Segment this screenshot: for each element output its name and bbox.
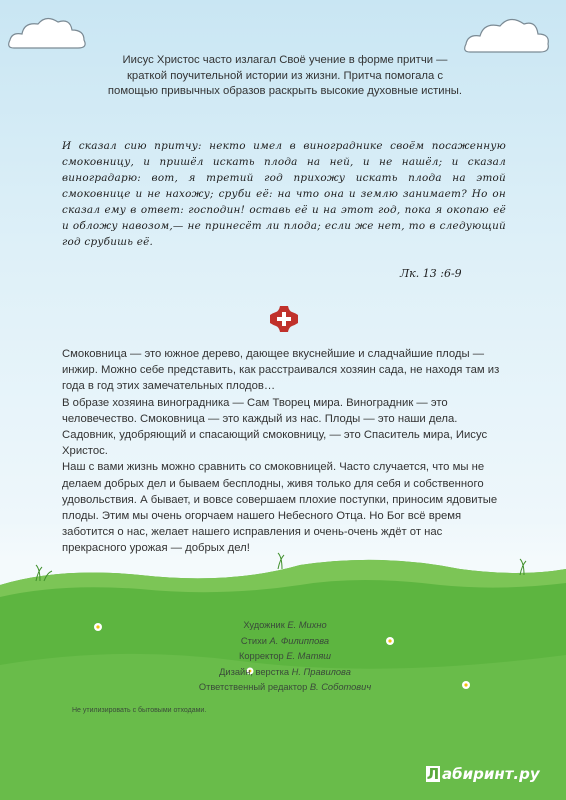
- intro-line: Иисус Христос часто излагал Своё учение в форме притчи —: [122, 54, 448, 66]
- cross-emblem-icon: [269, 304, 299, 334]
- explanation-paragraph: Наш с вами жизнь можно сравнить со смоковницей. Часто случается, что мы не делаем добрых дел и бываем бесплодны, живя только для себя и собственного удовольствия. А бывает, и вовсе совершаем плохие поступки, приносим ядовитые плоды. Этим мы очень огорчаем нашего Небесного Отца. Но Бог всё время заботится о нас, желает нашего исправления и очень-очень ждёт от нас прекрасного урожая — добрых дел!: [62, 461, 498, 555]
- labirint-logo-icon: Л: [426, 765, 440, 783]
- explanation-paragraph: В образе хозяина виноградника — Сам Творец мира. Виноградник — это человечество. Смоковница — это каждый из нас. Плоды — это наши дела. Садовник, удобряющий и спасающий смоковницу, — это Спаситель мира, Иисус Христос.: [62, 396, 488, 458]
- credit-line: Корректор Е. Матяш: [238, 651, 332, 662]
- explanation-paragraph: Смоковница — это южное дерево, дающее вкуснейшие и сладчайшие плоды — инжир. Можно себе представить, как расстраивался хозяин сада, не находя там из года в год этих замечательных плодов…: [62, 348, 500, 393]
- disposal-note: Не утилизировать с бытовыми отходами.: [72, 707, 207, 714]
- intro-line: помощью привычных образов раскрыть высокие духовные истины.: [107, 85, 463, 97]
- intro-line: краткой поучительной истории из жизни. Притча помогала с: [126, 69, 444, 82]
- cloud-left-illustration: [6, 12, 90, 54]
- credits-block: [150, 618, 420, 696]
- scripture-quote: И сказал сию притчу: некто имел в винограднике своём посаженную смоковницу, и пришёл искать плода на ней, и не нашёл; и сказал виноградарю: вот, я третий год прихожу искать плода на этой смоковнице и не нахожу; сруби её: на что она и землю занимает? Но он сказал ему в ответ: господин! оставь её и на этот год, пока я окопаю её и обложу навозом,— не принесёт ли плода; если же нет, то в следующий год срубишь её.: [62, 140, 506, 248]
- labirint-text: абиринт.ру: [442, 765, 540, 783]
- credit-line: Ответственный редактор В. Соботович: [198, 682, 372, 693]
- scripture-reference: Лк. 13 :6-9: [400, 267, 462, 280]
- credit-line: Дизайн, верстка Н. Правилова: [219, 666, 351, 677]
- cloud-right-illustration: [462, 14, 554, 58]
- labirint-watermark: [426, 765, 540, 783]
- explanation-text: [62, 346, 508, 557]
- credit-line: Художник Е. Михно: [243, 620, 327, 630]
- intro-paragraph: [70, 53, 500, 100]
- credit-line: Стихи А. Филиппова: [240, 635, 330, 646]
